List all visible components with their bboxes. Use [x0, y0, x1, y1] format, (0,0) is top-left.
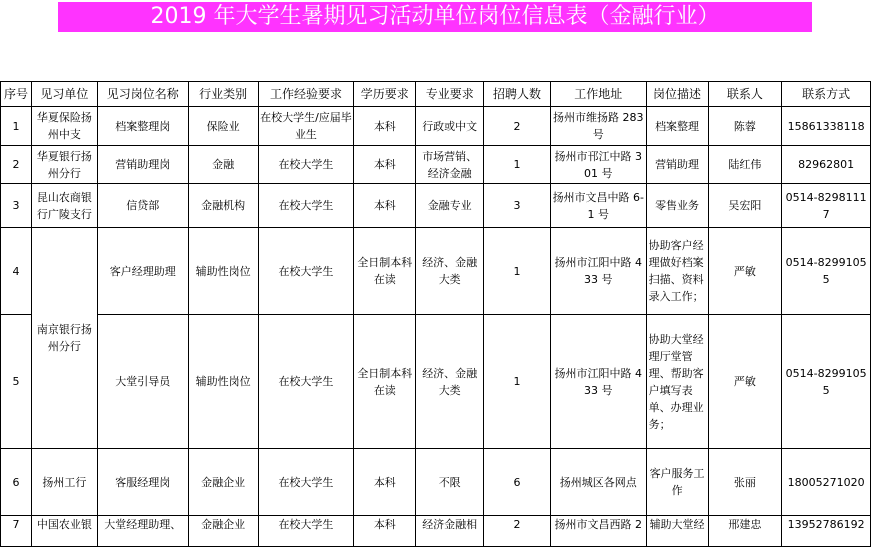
cell-no: 5	[1, 315, 32, 449]
cell-description: 辅助大堂经	[646, 516, 708, 547]
cell-education: 全日制本科在读	[354, 315, 416, 449]
header-education: 学历要求	[354, 82, 416, 107]
cell-count: 6	[484, 449, 551, 516]
table-row	[1, 107, 871, 146]
header-experience: 工作经验要求	[258, 82, 354, 107]
cell-education: 本科	[354, 146, 416, 184]
cell-contact: 陆红伟	[708, 146, 782, 184]
cell-experience: 在校大学生	[258, 449, 354, 516]
header-row	[1, 82, 871, 107]
cell-position: 大堂引导员	[97, 315, 188, 449]
cell-position: 客服经理岗	[97, 449, 188, 516]
cell-contact: 陈蓉	[708, 107, 782, 146]
header-contact: 联系人	[708, 82, 782, 107]
cell-no: 1	[1, 107, 32, 146]
cell-count: 2	[484, 107, 551, 146]
cell-education: 本科	[354, 184, 416, 228]
header-phone: 联系方式	[782, 82, 871, 107]
cell-count: 1	[484, 228, 551, 315]
cell-contact: 吴宏阳	[708, 184, 782, 228]
cell-contact: 严敏	[708, 315, 782, 449]
cell-count: 2	[484, 516, 551, 547]
cell-experience: 在校大学生	[258, 228, 354, 315]
cell-address: 扬州市文昌中路 6-1 号	[550, 184, 646, 228]
cell-description: 档案整理	[646, 107, 708, 146]
cell-contact: 邢建忠	[708, 516, 782, 547]
job-info-table	[0, 81, 871, 547]
cell-phone: 82962801	[782, 146, 871, 184]
cell-no: 3	[1, 184, 32, 228]
cell-phone: 13952786192	[782, 516, 871, 547]
header-major: 专业要求	[416, 82, 484, 107]
cell-experience: 在校大学生	[258, 184, 354, 228]
cell-experience: 在校大学生	[258, 516, 354, 547]
page-title: 2019 年大学生暑期见习活动单位岗位信息表（金融行业）	[58, 2, 812, 32]
cell-major: 经济金融相	[416, 516, 484, 547]
cell-address: 扬州市邗江中路 301 号	[550, 146, 646, 184]
cell-description: 客户服务工作	[646, 449, 708, 516]
cell-address: 扬州城区各网点	[550, 449, 646, 516]
table-row	[1, 228, 871, 315]
cell-experience: 在校大学生/应届毕业生	[258, 107, 354, 146]
cell-experience: 在校大学生	[258, 315, 354, 449]
cell-unit: 南京银行扬州分行	[31, 228, 97, 449]
cell-position: 大堂经理助理、	[97, 516, 188, 547]
cell-education: 全日制本科在读	[354, 228, 416, 315]
cell-major: 不限	[416, 449, 484, 516]
cell-industry: 金融企业	[188, 449, 258, 516]
cell-position: 客户经理助理	[97, 228, 188, 315]
cell-address: 扬州市文昌西路 2	[550, 516, 646, 547]
cell-major: 经济、金融大类	[416, 315, 484, 449]
cell-phone: 18005271020	[782, 449, 871, 516]
cell-industry: 金融企业	[188, 516, 258, 547]
header-address: 工作地址	[550, 82, 646, 107]
cell-education: 本科	[354, 516, 416, 547]
table-row	[1, 516, 871, 547]
cell-phone: 15861338118	[782, 107, 871, 146]
cell-industry: 保险业	[188, 107, 258, 146]
table-row	[1, 449, 871, 516]
header-description: 岗位描述	[646, 82, 708, 107]
cell-description: 协助大堂经理厅堂管理、帮助客户填写表单、办理业务；	[646, 315, 708, 449]
cell-address: 扬州市江阳中路 433 号	[550, 228, 646, 315]
cell-position: 营销助理岗	[97, 146, 188, 184]
cell-description: 零售业务	[646, 184, 708, 228]
cell-unit: 中国农业银	[31, 516, 97, 547]
cell-position: 信贷部	[97, 184, 188, 228]
header-count: 招聘人数	[484, 82, 551, 107]
cell-description: 营销助理	[646, 146, 708, 184]
cell-count: 1	[484, 146, 551, 184]
cell-contact: 严敏	[708, 228, 782, 315]
cell-address: 扬州市维扬路 283 号	[550, 107, 646, 146]
cell-no: 4	[1, 228, 32, 315]
header-no: 序号	[1, 82, 32, 107]
cell-major: 金融专业	[416, 184, 484, 228]
cell-major: 经济、金融大类	[416, 228, 484, 315]
cell-major: 市场营销、经济金融	[416, 146, 484, 184]
cell-education: 本科	[354, 107, 416, 146]
cell-position: 档案整理岗	[97, 107, 188, 146]
cell-description: 协助客户经理做好档案扫描、资料录入工作；	[646, 228, 708, 315]
cell-no: 6	[1, 449, 32, 516]
cell-no: 2	[1, 146, 32, 184]
cell-industry: 金融	[188, 146, 258, 184]
cell-experience: 在校大学生	[258, 146, 354, 184]
header-unit: 见习单位	[31, 82, 97, 107]
cell-address: 扬州市江阳中路 433 号	[550, 315, 646, 449]
cell-major: 行政或中文	[416, 107, 484, 146]
cell-contact: 张丽	[708, 449, 782, 516]
cell-industry: 辅助性岗位	[188, 315, 258, 449]
cell-industry: 辅助性岗位	[188, 228, 258, 315]
cell-count: 1	[484, 315, 551, 449]
cell-education: 本科	[354, 449, 416, 516]
cell-phone: 0514-82991055	[782, 315, 871, 449]
header-position: 见习岗位名称	[97, 82, 188, 107]
table-row	[1, 184, 871, 228]
cell-unit: 昆山农商银行广陵支行	[31, 184, 97, 228]
table-row	[1, 146, 871, 184]
cell-unit: 华夏银行扬州分行	[31, 146, 97, 184]
cell-phone: 0514-82991055	[782, 228, 871, 315]
cell-phone: 0514-82981117	[782, 184, 871, 228]
cell-unit: 扬州工行	[31, 449, 97, 516]
cell-industry: 金融机构	[188, 184, 258, 228]
cell-no: 7	[1, 516, 32, 547]
table-row	[1, 315, 871, 449]
cell-count: 3	[484, 184, 551, 228]
header-industry: 行业类别	[188, 82, 258, 107]
cell-unit: 华夏保险扬州中支	[31, 107, 97, 146]
